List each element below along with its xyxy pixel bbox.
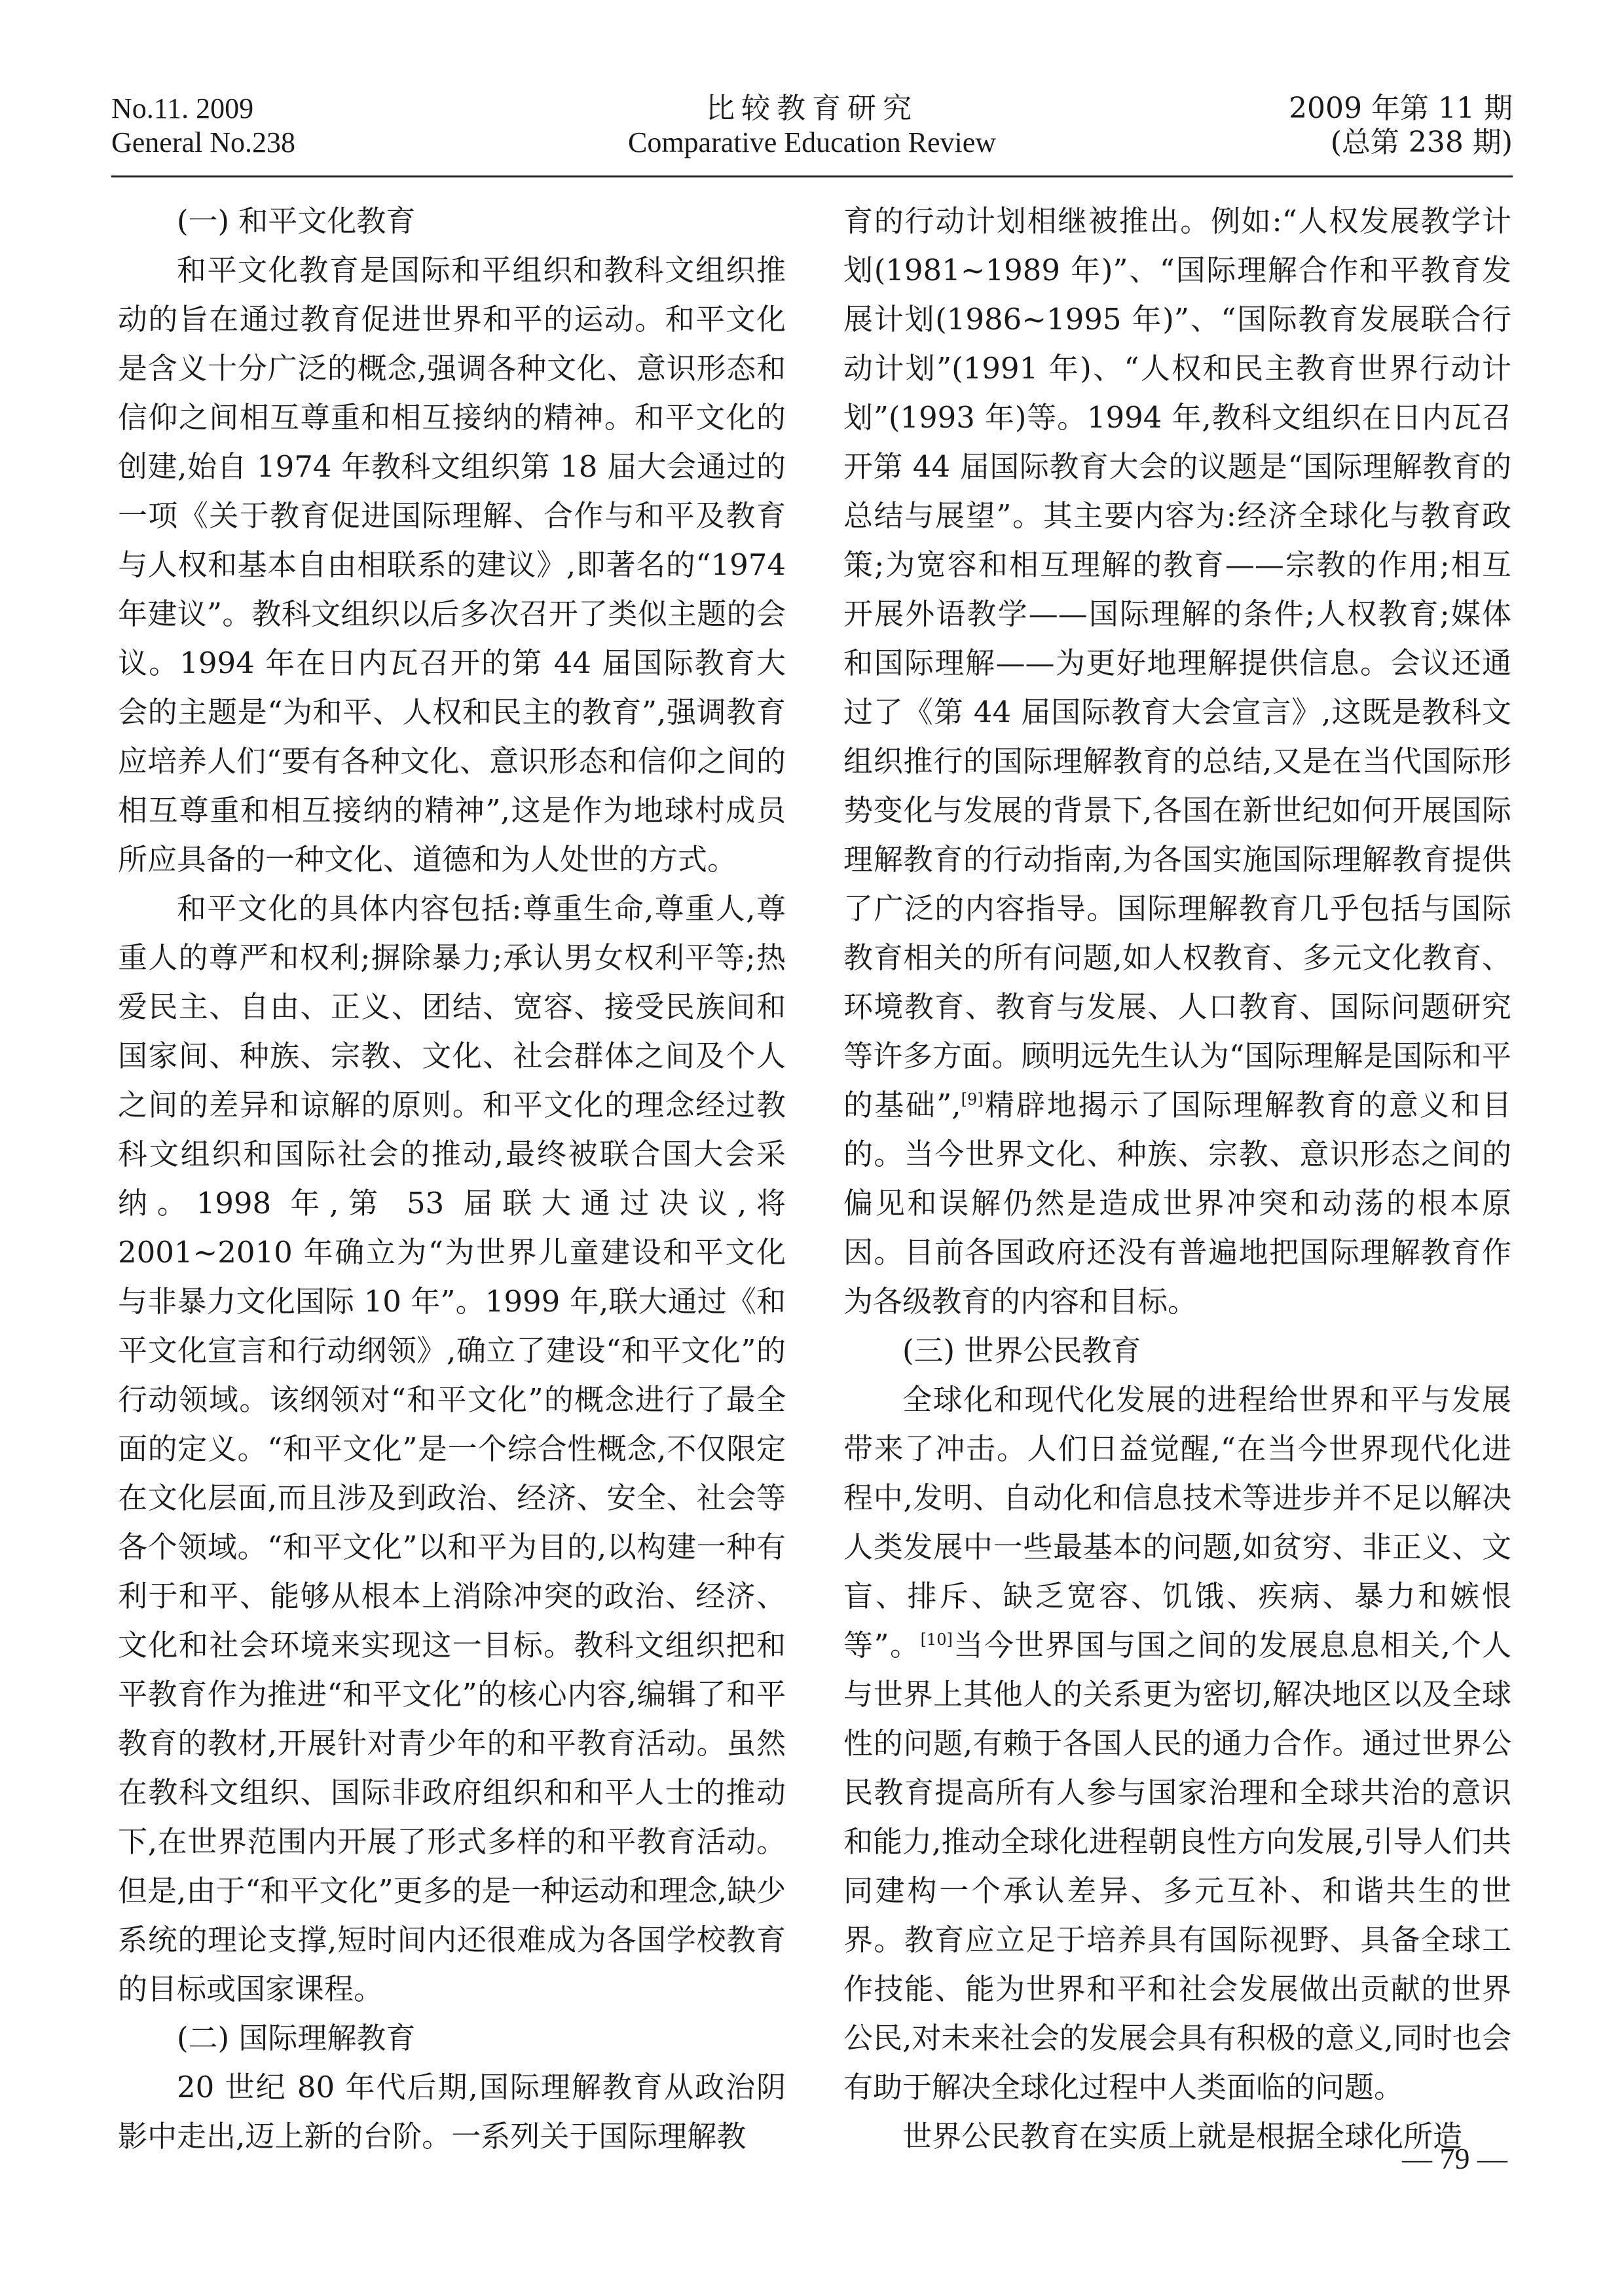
header-right <box>1289 92 1513 160</box>
paragraph-text: 育的行动计划相继被推出。例如:“人权发展教学计划(1981~1989 年)”、“国际理解合作和平教育发展计划(1986~1995 年)”、“国际教育发展联合行动计划”(1991 年)、“人权和民主教育世界行动计划”(1993 年)等。1994 年,教科文组织在日内瓦召开第 44 届国际教育大会的议题是“国际理解教育的总结与展望”。其主要内容为:经济全球化与教育政策;为宽容和相互理解的教育——宗教的作用;相互开展外语教学——国际理解的条件;人权教育;媒体和国际理解——为更好地理解提供信息。会议还通过了《第 44 届国际教育大会宣言》,这既是教科文组织推行的国际理解教育的总结,又是在当代国际形势变化与发展的背景下,各国在新世纪如何开展国际理解教育的行动指南,为各国实施国际理解教育提供了广泛的内容指导。国际理解教育几乎包括与国际教育相关的所有问题,如人权教育、多元文化教育、环境教育、教育与发展、人口教育、国际问题研究等许多方面。顾明远先生认为“国际理解是国际和平的基础”, <box>843 204 1511 1122</box>
paragraph-continued <box>843 196 1511 1326</box>
section-heading-peace-culture: (一) 和平文化教育 <box>177 204 416 238</box>
header-rule <box>111 175 1513 177</box>
total-issue-cn: (总第 238 期) <box>1330 126 1513 159</box>
paragraph: 世界公民教育在实质上就是根据全球化所造 <box>902 2119 1463 2154</box>
paragraph: 20 世纪 80 年代后期,国际理解教育从政治阴影中走出,迈上新的台阶。一系列关于国际理解教 <box>118 2070 786 2154</box>
citation-ref: [10] <box>920 1630 953 1649</box>
paragraph-text: 当今世界国与国之间的发展息息相关,个人与世界上其他人的关系更为密切,解决地区以及全球性的问题,有赖于各国人民的通力合作。通过世界公民教育提高所有人参与国家治理和全球共治的意识和能力,推动全球化进程朝良性方向发展,引导人们共同建构一个承认差异、多元互补、和谐共生的世界。教育应立足于培养具有国际视野、具备全球工作技能、能为世界和平和社会发展做出贡献的世界公民,对未来社会的发展会具有积极的意义,同时也会有助于解决全球化过程中人类面临的问题。 <box>843 1628 1511 2104</box>
section-heading-international-understanding: (二) 国际理解教育 <box>177 2021 416 2055</box>
page-number: — 79 — <box>1402 2142 1507 2175</box>
page-header <box>111 92 1513 170</box>
paragraph <box>843 1375 1511 2112</box>
paragraph: 和平文化的具体内容包括:尊重生命,尊重人,尊重人的尊严和权利;摒除暴力;承认男女权利平等;热爱民主、自由、正义、团结、宽容、接受民族间和国家间、种族、宗教、文化、社会群体之间及个人之间的差异和谅解的原则。和平文化的理念经过教科文组织和国际社会的推动,最终被联合国大会采纳。1998 年,第 53 届联大通过决议,将 2001~2010 年确立为“为世界儿童建设和平文化与非暴力文化国际 10 年”。1999 年,联大通过《和平文化宣言和行动纲领》,确立了建设“和平文化”的行动领域。该纲领对“和平文化”的概念进行了最全面的定义。“和平文化”是一个综合性概念,不仅限定在文化层面,而且涉及到政治、经济、安全、社会等各个领域。“和平文化”以和平为目的,以构建一种有利于和平、能够从根本上消除冲突的政治、经济、文化和社会环境来实现这一目标。教科文组织把和平教育作为推进“和平文化”的核心内容,编辑了和平教育的教材,开展针对青少年的和平教育活动。虽然在教科文组织、国际非政府组织和和平人士的推动下,在世界范围内开展了形式多样的和平教育活动。但是,由于“和平文化”更多的是一种运动和理念,缺少系统的理论支撑,短时间内还很难成为各国学校教育的目标或国家课程。 <box>118 891 786 2006</box>
right-column <box>843 196 1511 2161</box>
issue-cn: 2009 年第 11 期 <box>1289 92 1513 125</box>
general-number: General No.238 <box>111 126 296 158</box>
journal-title-en: Comparative Education Review <box>627 126 997 158</box>
paragraph: 和平文化教育是国际和平组织和教科文组织推动的旨在通过教育促进世界和平的运动。和平文化是含义十分广泛的概念,强调各种文化、意识形态和信仰之间相互尊重和相互接纳的精神。和平文化的创建,始自 1974 年教科文组织第 18 届大会通过的一项《关于教育促进国际理解、合作与和平及教育与人权和基本自由相联系的建议》,即著名的“1974 年建议”。教科文组织以后多次召开了类似主题的会议。1994 年在日内瓦召开的第 44 届国际教育大会的主题是“为和平、人权和民主的教育”,强调教育应培养人们“要有各种文化、意识形态和信仰之间的相互尊重和相互接纳的精神”,这是作为地球村成员所应具备的一种文化、道德和为人处世的方式。 <box>118 253 786 877</box>
journal-title-cn: 比较教育研究 <box>706 92 918 125</box>
paragraph-text: 全球化和现代化发展的进程给世界和平与发展带来了冲击。人们日益觉醒,“在当今世界现代化进程中,发明、自动化和信息技术等进步并不足以解决人类发展中一些最基本的问题,如贫穷、非正义、文盲、排斥、缺乏宽容、饥饿、疾病、暴力和嫉恨等”。 <box>843 1382 1511 1662</box>
left-column <box>118 196 786 2161</box>
section-heading-global-citizenship: (三) 世界公民教育 <box>902 1333 1141 1368</box>
citation-ref: [9] <box>961 1090 984 1109</box>
issue-number: No.11. 2009 <box>111 92 254 124</box>
paragraph-text: 精辟地揭示了国际理解教育的意义和目的。当今世界文化、种族、宗教、意识形态之间的偏见和误解仍然是造成世界冲突和动荡的根本原因。目前各国政府还没有普遍地把国际理解教育作为各级教育的内容和目标。 <box>843 1088 1511 1319</box>
